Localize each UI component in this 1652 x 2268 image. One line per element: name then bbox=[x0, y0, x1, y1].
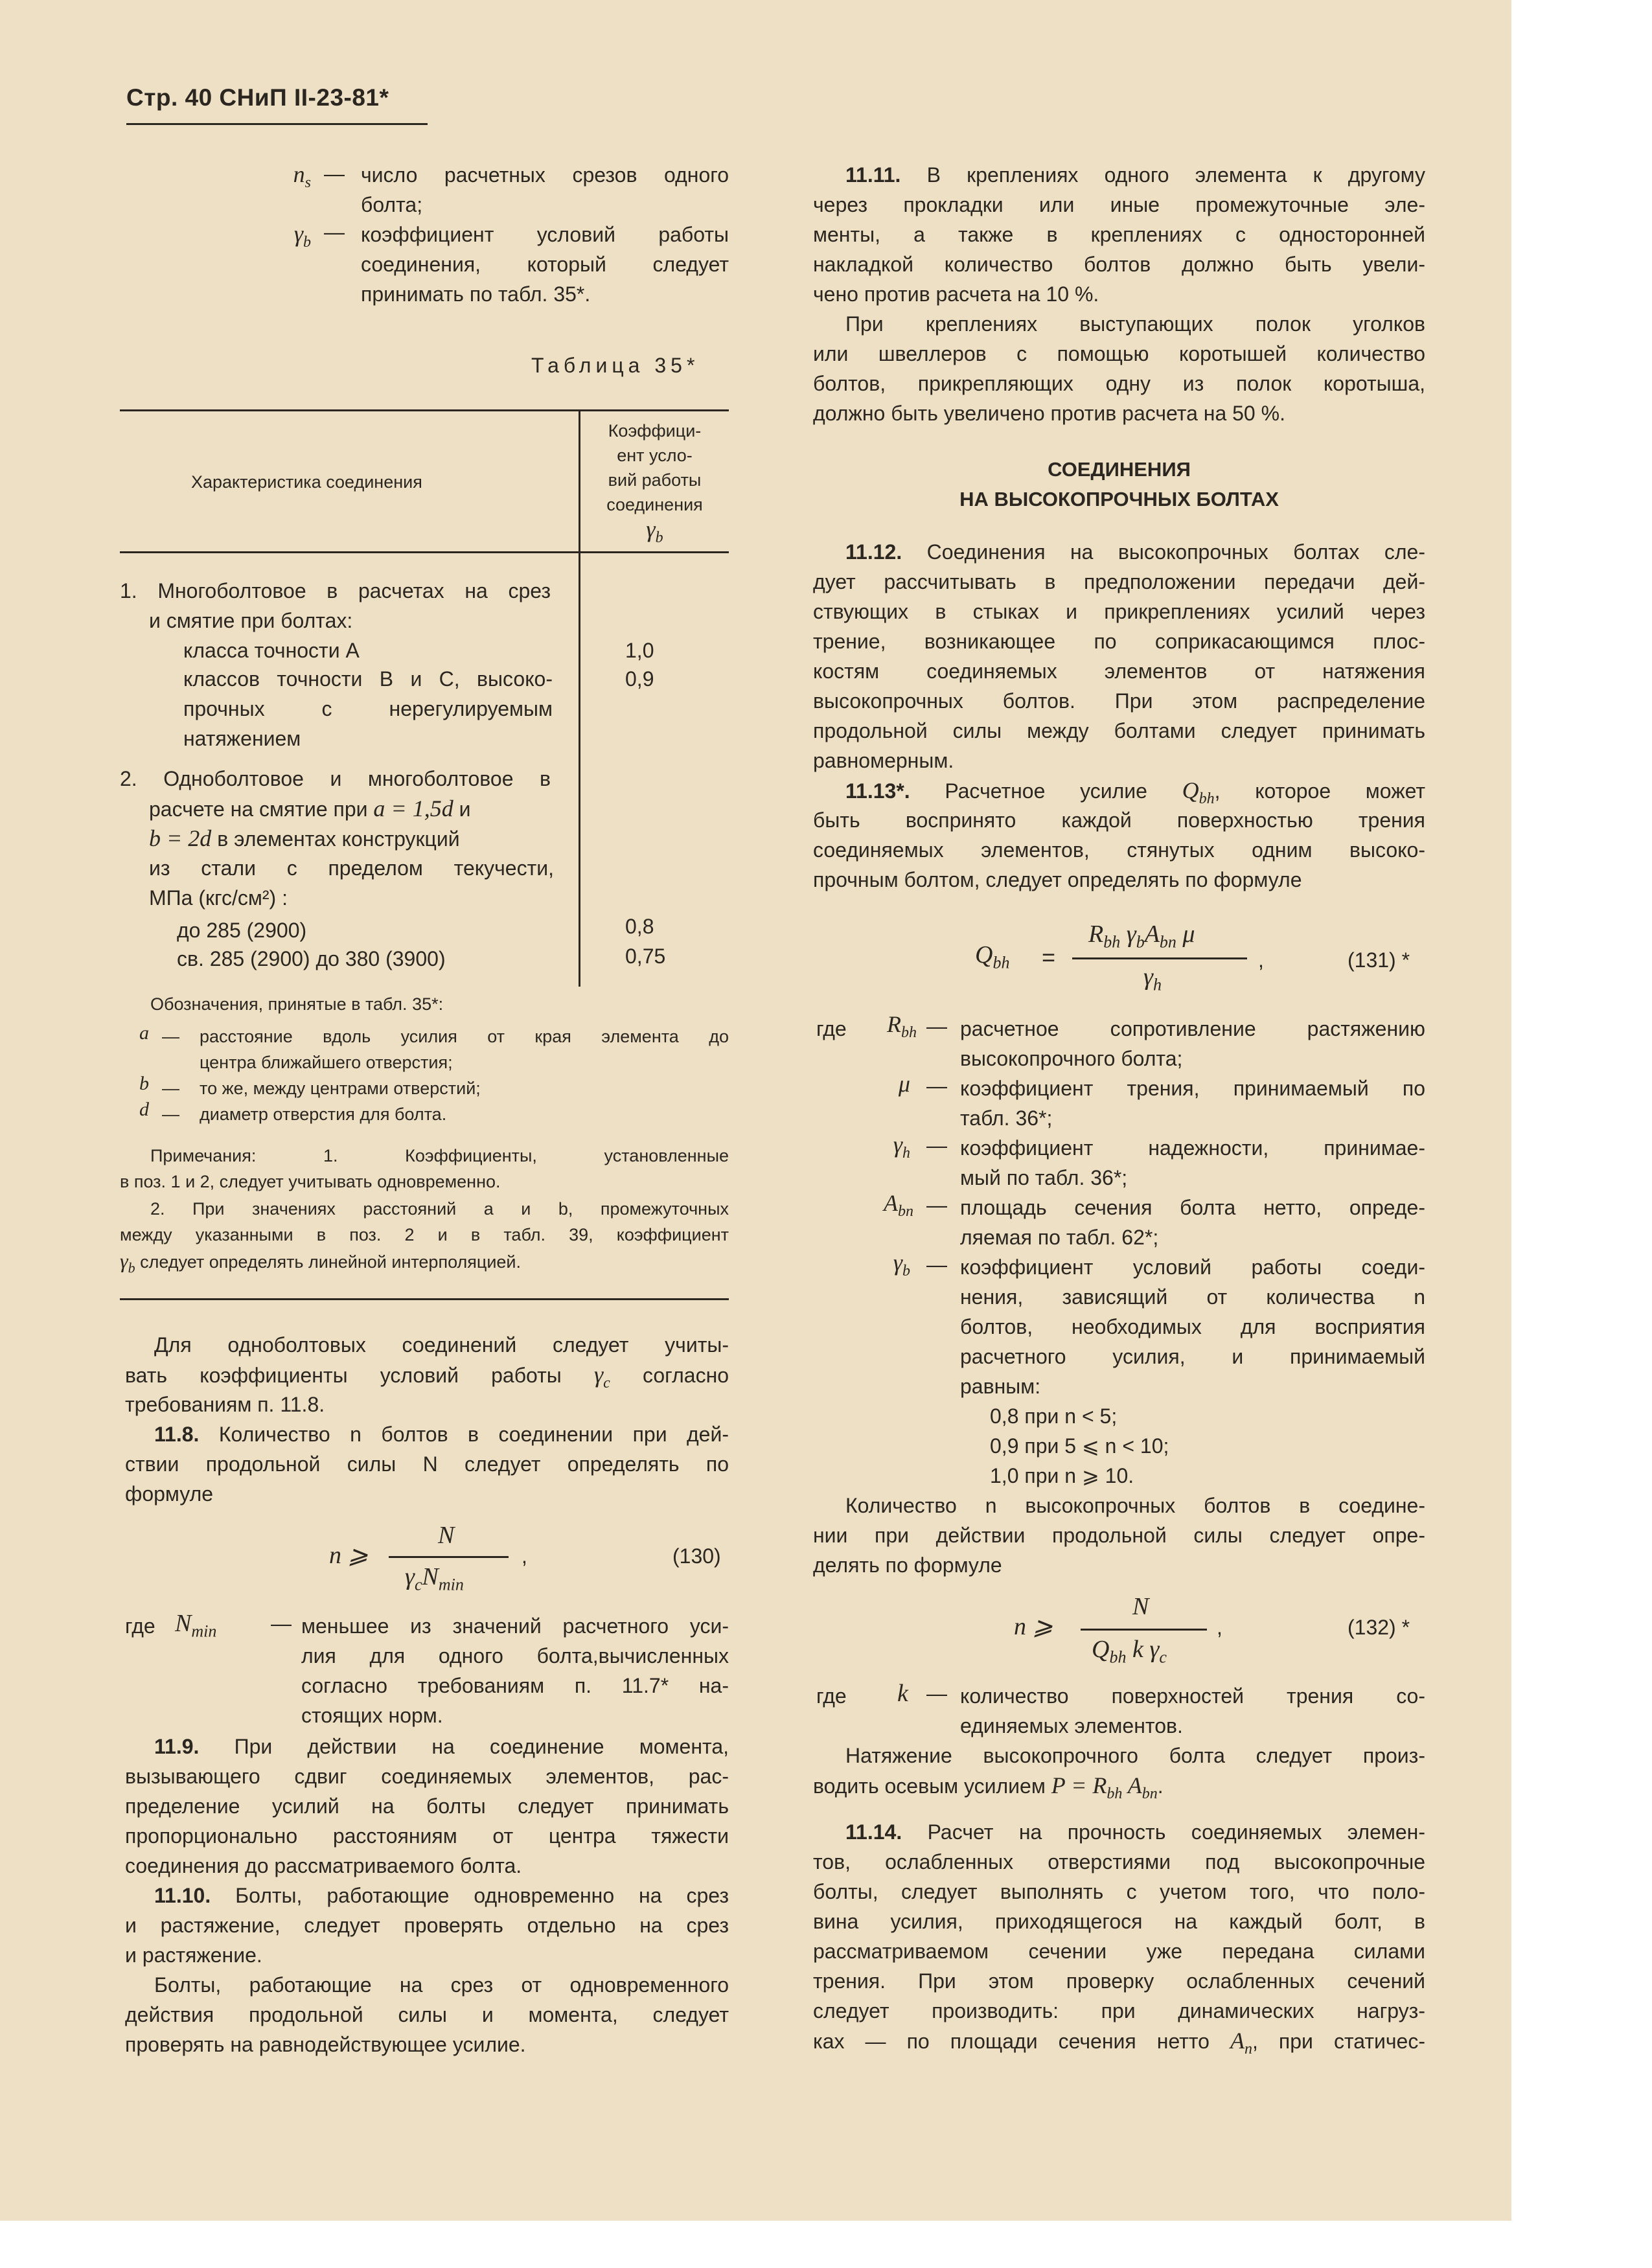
table-row2-line5: МПа (кгс/см²) : bbox=[149, 886, 288, 910]
header-rule bbox=[126, 123, 428, 125]
formula-131-lhs: $Q_{bh}$ bbox=[975, 941, 1010, 972]
p1110b-line2: действия продольной силы и момента, следует bbox=[125, 2003, 729, 2026]
p1112-line1: 11.12. Соединения на высокопрочных болтах сле- bbox=[845, 540, 1426, 564]
defs131-gamma-b-line1: коэффициент условий работы соеди- bbox=[960, 1255, 1425, 1279]
where-nmin-line1: меньшее из значений расчетного уси- bbox=[301, 1614, 729, 1638]
defs131-case3: 1,0 при n ⩾ 10. bbox=[990, 1464, 1134, 1487]
p1111-line2: через прокладки или иные промежуточные эле- bbox=[813, 193, 1425, 216]
table-top-rule bbox=[120, 409, 729, 411]
where-k-pre: где bbox=[816, 1684, 847, 1708]
defs131-rbh-line2: высокопрочного болта; bbox=[960, 1047, 1183, 1070]
defs131-dash: — bbox=[926, 1134, 947, 1157]
defs131-gamma-h-line2: мый по табл. 36*; bbox=[960, 1166, 1128, 1189]
p1112-line3: ствующих в стыках и прикреплениях усилий через bbox=[813, 600, 1425, 623]
where-k-symbol: k bbox=[897, 1680, 908, 1707]
formula-130-lhs: n ⩾ bbox=[329, 1542, 369, 1569]
notation-dash: — bbox=[162, 1027, 179, 1046]
where-k-line1: количество поверхностей трения со- bbox=[960, 1684, 1425, 1708]
defs131-gamma-h-line1: коэффициент надежности, принимае- bbox=[960, 1136, 1425, 1160]
formula-132-numerator: N bbox=[1132, 1593, 1149, 1620]
p1112-line6: высокопрочных болтов. При этом распределение bbox=[813, 689, 1425, 713]
p119-line4: пропорционально расстояниям от центра тяжести bbox=[125, 1824, 729, 1848]
defs131-gamma-b-line4: расчетного усилия, и принимаемый bbox=[960, 1345, 1425, 1368]
p1114-line4: вина усилия, приходящегося на каждый болт, в bbox=[813, 1910, 1425, 1933]
formula-131-fraction-bar bbox=[1072, 957, 1247, 959]
p1113-line4: прочным болтом, следует определять по формуле bbox=[813, 868, 1302, 891]
count-line2: нии при действии продольной силы следует опре- bbox=[813, 1524, 1425, 1547]
defs131-pre: где bbox=[816, 1017, 847, 1040]
p1111b-line3: болтов, прикрепляющих одну из полок коротыша, bbox=[813, 372, 1425, 395]
table-row2-line4: из стали с пределом текучести, bbox=[149, 856, 554, 880]
single-bolt-line2: вать коэффициенты условий работы $\gamma_c$ согласно bbox=[125, 1362, 729, 1392]
def-dash: — bbox=[324, 220, 345, 244]
p1110b-line1: Болты, работающие на срез от одновременного bbox=[154, 1973, 729, 1997]
defs131-case1: 0,8 при n < 5; bbox=[990, 1404, 1118, 1428]
scan-margin-right bbox=[1511, 0, 1652, 2268]
formula-131-denominator: $\gamma_h$ bbox=[1143, 963, 1162, 994]
defs131-abn-line2: ляемая по табл. 62*; bbox=[960, 1226, 1159, 1249]
single-bolt-line3: требованиям п. 11.8. bbox=[125, 1393, 325, 1416]
notation-a-line2: центра ближайшего отверстия; bbox=[200, 1053, 453, 1072]
table-row2-line1: 2. Одноболтовое и многоболтовое в bbox=[120, 767, 551, 790]
p1111b-line2: или швеллеров с помощью коротышей количество bbox=[813, 342, 1425, 365]
defs131-dash: — bbox=[926, 1193, 947, 1217]
table-row1-b-line1: классов точности В и С, высоко- bbox=[183, 667, 553, 691]
notation-b-line1: то же, между центрами отверстий; bbox=[200, 1079, 481, 1098]
p1114-line8: ках — по площади сечения нетто $A_n$, при статичес- bbox=[813, 2028, 1425, 2058]
formula-131-numerator: $R_{bh}$ $\gamma_bA_{bn}$ μ bbox=[1088, 921, 1195, 952]
p1112-line7: продольной силы между болтами следует принимать bbox=[813, 719, 1425, 742]
p1110-line1: 11.10. Болты, работающие одновременно на срез bbox=[154, 1884, 729, 1907]
table-row1-line2: и смятие при болтах: bbox=[149, 609, 353, 632]
scan-margin-bottom bbox=[0, 2221, 1511, 2268]
p1114-line7: следует производить: при динамических нагруз- bbox=[813, 1999, 1425, 2022]
notation-symbol-d: d bbox=[139, 1099, 149, 1120]
count-line3: делять по формуле bbox=[813, 1553, 1002, 1577]
notes-2-line2: между указанными в поз. 2 и в табл. 39, коэффициент bbox=[120, 1225, 729, 1244]
table-body-divider bbox=[579, 553, 580, 987]
table-row1-b-line2: прочных с нерегулируемым bbox=[183, 697, 553, 720]
p1113-line1: 11.13*. Расчетное усилие $Q_{bh}$, которое может bbox=[845, 777, 1426, 808]
p1114-line5: рассматриваемом сечении уже передана силами bbox=[813, 1940, 1425, 1963]
formula-132-comma: , bbox=[1217, 1616, 1222, 1639]
notation-d-line1: диаметр отверстия для болта. bbox=[200, 1105, 447, 1124]
defs131-gamma-b-line2: нения, зависящий от количества n bbox=[960, 1285, 1425, 1309]
where-nmin-pre: где bbox=[125, 1614, 155, 1638]
p119-line1: 11.9. При действии на соединение момента, bbox=[154, 1735, 729, 1758]
where-k-line2: единяемых элементов. bbox=[960, 1714, 1183, 1737]
table-head-col1: Характеристика соединения bbox=[191, 472, 422, 492]
p1112-line8: равномерным. bbox=[813, 749, 954, 772]
def-gamma-line2: соединения, который следует bbox=[361, 253, 729, 276]
def-ns-line2: болта; bbox=[361, 193, 423, 216]
defs131-symbol-gamma-h: $\gamma_h$ bbox=[893, 1132, 910, 1162]
table-row2-b-value: 0,75 bbox=[625, 945, 666, 968]
p1113-line2: быть воспринято каждой поверхностью трения bbox=[813, 808, 1425, 832]
where-nmin-dash: — bbox=[271, 1612, 292, 1635]
count-line1: Количество n высокопрочных болтов в соедине- bbox=[845, 1494, 1425, 1517]
formula-131-comma: , bbox=[1258, 948, 1264, 972]
defs131-dash: — bbox=[926, 1014, 947, 1038]
formula-130-comma: , bbox=[522, 1544, 527, 1568]
defs131-case2: 0,9 при 5 ⩽ n < 10; bbox=[990, 1434, 1169, 1458]
tension-line2: водить осевым усилием $P = R_{bh}$ $A_{bn}$. bbox=[813, 1772, 1164, 1803]
p1112-line4: трение, возникающее по соприкасающимся плос- bbox=[813, 630, 1425, 653]
p119-line3: пределение усилий на болты следует принимать bbox=[125, 1794, 729, 1818]
notation-symbol-a: a bbox=[139, 1022, 149, 1044]
defs131-dash: — bbox=[926, 1253, 947, 1276]
defs131-symbol-gamma-b: $\gamma_b$ bbox=[893, 1250, 910, 1280]
p1111-line5: чено против расчета на 10 %. bbox=[813, 282, 1099, 306]
def-symbol-gamma-b: $\gamma_b$ bbox=[293, 221, 311, 251]
defs131-symbol-rbh: $R_{bh}$ bbox=[887, 1011, 917, 1042]
formula-130-denominator: $\gamma_cN_{min}$ bbox=[405, 1563, 464, 1594]
defs131-rbh-line1: расчетное сопротивление растяжению bbox=[960, 1017, 1425, 1040]
formula-132-lhs: n ⩾ bbox=[1014, 1613, 1053, 1640]
formula-130-fraction-bar bbox=[389, 1556, 509, 1558]
defs131-mu-line1: коэффициент трения, принимаемый по bbox=[960, 1077, 1425, 1100]
table-row1-b-value: 0,9 bbox=[625, 667, 654, 691]
p1110-line3: и растяжение. bbox=[125, 1943, 262, 1967]
formula-132-fraction-bar bbox=[1081, 1629, 1207, 1631]
table-head-col2: Коэффици- ент усло- вий работы соединения $\gamma_b$ bbox=[606, 421, 703, 547]
page-header: Стр. 40 СНиП II-23-81* bbox=[126, 84, 389, 111]
p1111-line3: менты, а также в креплениях с односторонней bbox=[813, 223, 1425, 246]
formula-132-denominator: $Q_{bh}$ k $\gamma_c$ bbox=[1092, 1636, 1167, 1667]
table-bottom-rule bbox=[120, 1298, 729, 1300]
single-bolt-line1: Для одноболтовых соединений следует учиты- bbox=[154, 1333, 729, 1357]
p1111-line4: накладкой количество болтов должно быть увели- bbox=[813, 253, 1425, 276]
notation-dash: — bbox=[162, 1105, 179, 1124]
notes-1-line1: Примечания: 1. Коэффициенты, установленные bbox=[150, 1146, 729, 1165]
tension-line1: Натяжение высокопрочного болта следует произ- bbox=[845, 1744, 1425, 1767]
table-row2-a-value: 0,8 bbox=[625, 915, 654, 938]
notation-dash: — bbox=[162, 1079, 179, 1098]
defs131-dash: — bbox=[926, 1074, 947, 1097]
p119-line2: вызывающего сдвиг соединяемых элементов, рас- bbox=[125, 1765, 729, 1788]
table-title: Таблица 35* bbox=[531, 354, 700, 377]
table-row1-line1: 1. Многоболтовое в расчетах на срез bbox=[120, 579, 551, 602]
notes-2-line1: 2. При значениях расстояний a и b, промежуточных bbox=[150, 1199, 729, 1219]
notation-a-line1: расстояние вдоль усилия от края элемента до bbox=[200, 1027, 729, 1046]
formula-130-label: (130) bbox=[672, 1544, 721, 1568]
def-gamma-line1: коэффициент условий работы bbox=[361, 223, 729, 246]
table-row2-b: св. 285 (2900) до 380 (3900) bbox=[177, 947, 446, 970]
p1111b-line1: При креплениях выступающих полок уголков bbox=[845, 312, 1425, 336]
defs131-abn-line1: площадь сечения болта нетто, опреде- bbox=[960, 1196, 1425, 1219]
def-symbol-ns: $n_s$ bbox=[293, 161, 311, 192]
where-nmin-line2: лия для одного болта,вычисленных bbox=[301, 1644, 729, 1667]
p1114-line1: 11.14. Расчет на прочность соединяемых элемен- bbox=[845, 1820, 1426, 1844]
formula-131-label: (131) * bbox=[1348, 948, 1410, 972]
p1112-line2: дует рассчитывать в предположении передачи дей- bbox=[813, 570, 1425, 593]
notation-symbol-b: b bbox=[139, 1073, 149, 1094]
p1114-line6: трения. При этом проверку ослабленных сечений bbox=[813, 1969, 1425, 1993]
where-k-dash: — bbox=[926, 1682, 947, 1705]
p119-line5: соединения до рассматриваемого болта. bbox=[125, 1854, 522, 1877]
where-nmin-line3: согласно требованиям п. 11.7* на- bbox=[301, 1674, 729, 1697]
p1112-line5: костям соединяемых элементов от натяжения bbox=[813, 659, 1425, 683]
section-title: СОЕДИНЕНИЯ НА ВЫСОКОПРОЧНЫХ БОЛТАХ bbox=[959, 458, 1279, 510]
notes-2-line3: $\gamma_b$ следует определять линейной интерполяцией. bbox=[120, 1249, 522, 1276]
p1111-line1: 11.11. В креплениях одного элемента к другому bbox=[845, 163, 1426, 187]
where-nmin-symbol: $N_{min}$ bbox=[175, 1610, 217, 1641]
notes-1-line2: в поз. 1 и 2, следует учитывать одновременно. bbox=[120, 1172, 501, 1191]
p1111b-line4: должно быть увеличено против расчета на 50 %. bbox=[813, 402, 1285, 425]
table-head-rule bbox=[120, 551, 729, 553]
formula-132-label: (132) * bbox=[1348, 1616, 1410, 1639]
p1113-line3: соединяемых элементов, стянутых одним высоко- bbox=[813, 838, 1425, 862]
p118-line2: ствии продольной силы N следует определять по bbox=[125, 1452, 729, 1476]
table-row1-a-value: 1,0 bbox=[625, 639, 654, 662]
defs131-symbol-abn: $A_{bn}$ bbox=[884, 1190, 913, 1220]
p1114-line3: болты, следует выполнять с учетом того, что поло- bbox=[813, 1880, 1425, 1903]
def-dash: — bbox=[324, 162, 345, 185]
def-ns-line1: число расчетных срезов одного bbox=[361, 163, 729, 187]
table-row2-a: до 285 (2900) bbox=[177, 919, 307, 942]
p118-line1: 11.8. Количество n болтов в соединении при дей- bbox=[154, 1423, 729, 1446]
p1114-line2: тов, ослабленных отверстиями под высокопрочные bbox=[813, 1850, 1425, 1873]
defs131-symbol-mu: μ bbox=[898, 1071, 910, 1097]
p118-line3: формуле bbox=[125, 1482, 214, 1506]
defs131-mu-line2: табл. 36*; bbox=[960, 1106, 1053, 1130]
formula-130-numerator: N bbox=[438, 1522, 455, 1549]
defs131-gamma-b-line5: равным: bbox=[960, 1375, 1041, 1398]
table-row1-b-line3: натяжением bbox=[183, 727, 301, 750]
formula-131-equals: = bbox=[1042, 944, 1056, 970]
where-nmin-line4: стоящих норм. bbox=[301, 1704, 443, 1727]
defs131-gamma-b-line3: болтов, необходимых для восприятия bbox=[960, 1315, 1425, 1338]
notation-title: Обозначения, принятые в табл. 35*: bbox=[150, 994, 444, 1014]
table-row1-a: класса точности А bbox=[183, 639, 360, 662]
table-row2-line2: расчете на смятие при a = 1,5d и bbox=[149, 796, 471, 821]
table-row2-line3: b = 2d в элементах конструкций bbox=[149, 825, 460, 851]
p1110b-line3: проверять на равнодействующее усилие. bbox=[125, 2033, 526, 2056]
p1110-line2: и растяжение, следует проверять отдельно на срез bbox=[125, 1914, 729, 1937]
def-gamma-line3: принимать по табл. 35*. bbox=[361, 282, 591, 306]
